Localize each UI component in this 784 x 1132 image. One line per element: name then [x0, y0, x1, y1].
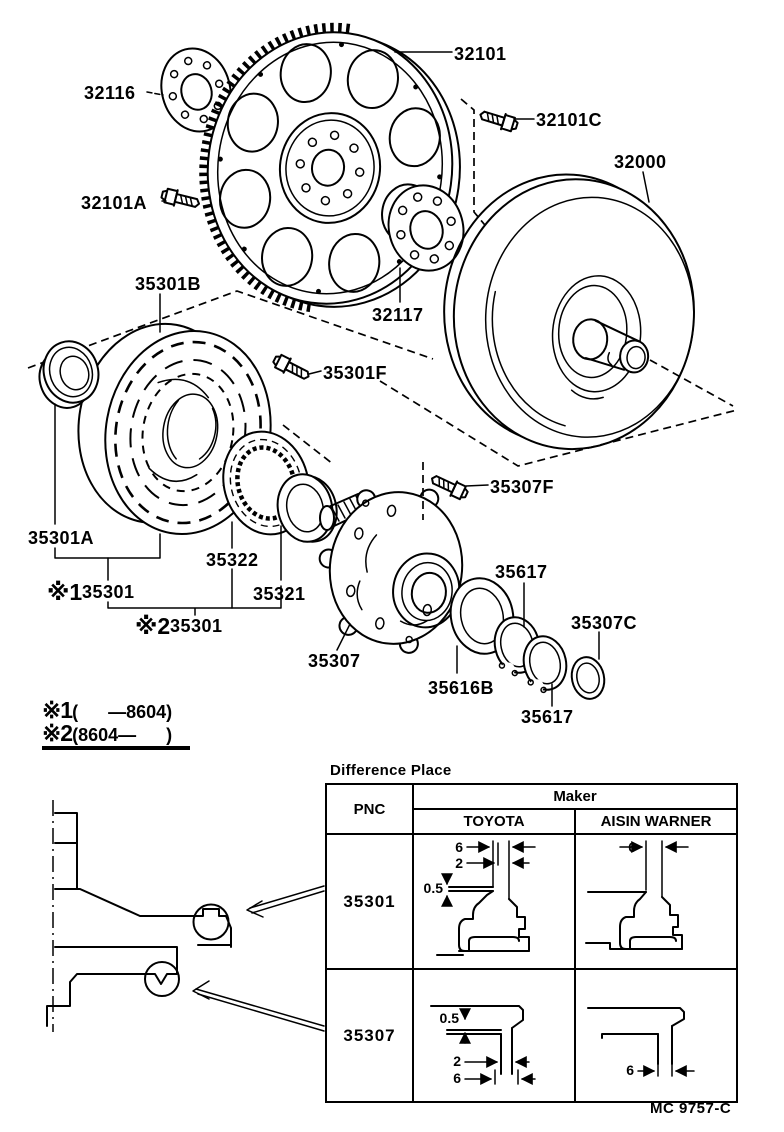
pnc-35301: 35301 [326, 834, 413, 969]
col-header-pnc: PNC [326, 784, 413, 834]
part-label-32000[interactable]: 32000 [614, 152, 667, 172]
detail-circle-35307 [145, 962, 179, 996]
asterisk2-mark: ※2 [135, 613, 171, 639]
col-header-aisin-warner: AISIN WARNER [575, 809, 737, 834]
dim-label: 6 [626, 1062, 634, 1078]
document-code: MC 9757-C [650, 1100, 732, 1117]
dim-label: 6 [628, 839, 636, 855]
legend-mark-2: ※2 [42, 720, 73, 746]
pointer-arrow-35307 [193, 981, 324, 1031]
pnc-35307: 35307 [326, 969, 413, 1102]
part-label-35301-old[interactable]: 35301 [82, 582, 135, 602]
part-label-35616B[interactable]: 35616B [428, 678, 495, 698]
asterisk1-mark: ※1 [47, 579, 83, 605]
drive-plate-32101 [186, 11, 479, 326]
dim-label: 2 [455, 855, 463, 871]
part-label-32116[interactable]: 32116 [84, 83, 136, 103]
part-label-35307[interactable]: 35307 [308, 651, 361, 671]
bolt-32101C-icon [478, 107, 519, 133]
difference-place-section [325, 762, 740, 1103]
legend-range-2: (8604— ) [72, 725, 173, 745]
table-title: Difference Place [330, 762, 452, 779]
sketch-35301-toyota [413, 834, 575, 969]
dim-label: 0.5 [423, 880, 443, 896]
part-label-35307C[interactable]: 35307C [571, 613, 638, 633]
sketch-35307-aisin [575, 969, 737, 1102]
part-label-35617-lower[interactable]: 35617 [521, 707, 574, 727]
legend-range-1: ( —8604) [72, 702, 173, 722]
sketch-35301-aisin [575, 834, 737, 969]
bolt-32101A-icon [160, 187, 201, 212]
o-ring-35307C [568, 654, 608, 702]
legend-line-1 [42, 697, 190, 723]
part-label-35321[interactable]: 35321 [253, 584, 306, 604]
difference-place-table [325, 783, 738, 1103]
part-label-32117[interactable]: 32117 [372, 305, 424, 325]
torque-converter-32000 [435, 166, 704, 457]
table-row-35307 [326, 969, 737, 1102]
footnote-legend [42, 697, 190, 750]
part-label-35301A[interactable]: 35301A [28, 528, 95, 548]
part-label-35301-new[interactable]: 35301 [170, 616, 223, 636]
part-label-32101[interactable]: 32101 [454, 44, 507, 64]
part-label-32101C[interactable]: 32101C [536, 110, 603, 130]
part-label-35301F[interactable]: 35301F [323, 363, 388, 383]
part-label-35322[interactable]: 35322 [206, 550, 259, 570]
table-row-35301 [326, 834, 737, 969]
part-label-35617-upper[interactable]: 35617 [495, 562, 548, 582]
bolt-35301F-icon [271, 352, 312, 384]
legend-line-2 [42, 720, 190, 746]
dim-label: 6 [453, 1070, 461, 1086]
part-label-32101A[interactable]: 32101A [81, 193, 148, 213]
dim-label: 6 [455, 839, 463, 855]
legend-mark-1: ※1 [42, 697, 73, 723]
col-header-toyota: TOYOTA [413, 809, 575, 834]
case-cross-section [47, 800, 324, 1032]
dim-label: 2 [453, 1053, 461, 1069]
col-header-maker: Maker [413, 784, 737, 809]
dim-label: 0.5 [439, 1010, 459, 1026]
part-label-35307F[interactable]: 35307F [490, 477, 555, 497]
sketch-35307-toyota [413, 969, 575, 1102]
pointer-arrow-35301 [247, 886, 324, 917]
part-label-35301B[interactable]: 35301B [135, 274, 202, 294]
